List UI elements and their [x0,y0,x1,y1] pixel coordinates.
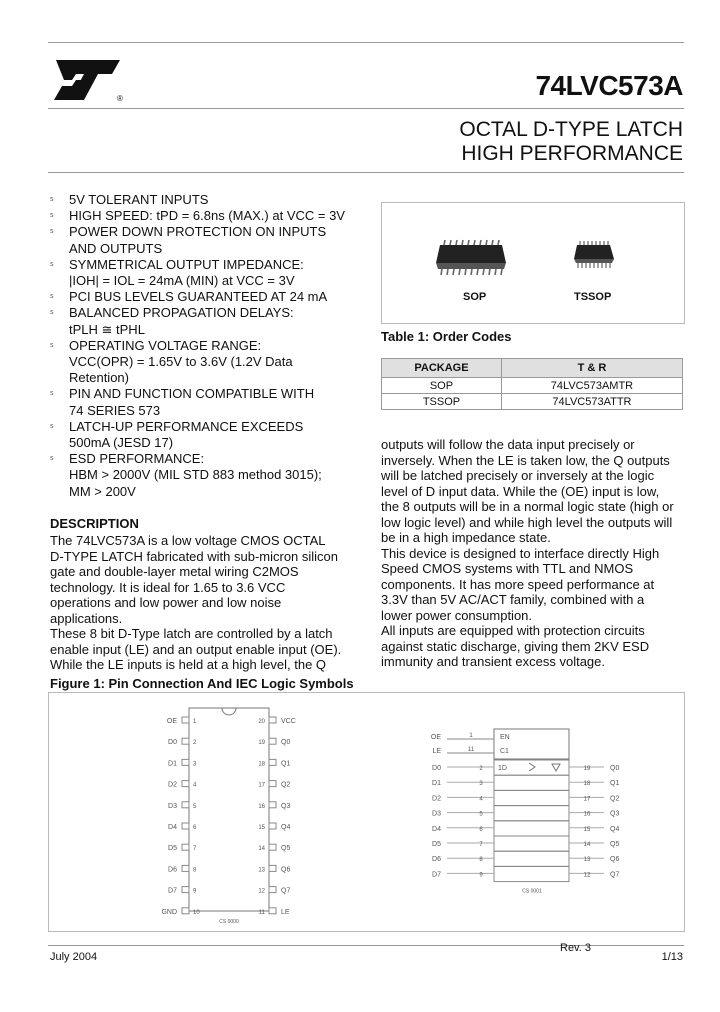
input-label: D5 [432,841,441,848]
feature-line: 5V TOLERANT INPUTS [69,192,209,207]
feature-item [50,386,370,418]
output-pin-number: 12 [583,872,591,879]
top-rule [48,42,684,43]
output-label: Q4 [610,825,620,833]
feature-line: 500mA (JESD 17) [69,435,174,451]
pin-number: 20 [258,719,265,725]
pin-number: 2 [193,740,197,747]
pin-name: D4 [168,824,177,831]
pin [269,823,276,829]
footer-page-number: 1/13 [661,951,683,963]
bullet-icon: s [50,196,54,203]
pin [182,887,189,893]
output-pin-number: 15 [583,826,591,833]
feature-line: AND OUTPUTS [69,240,163,256]
description-line: technology. It is ideal for 1.65 to 3.6 VCC [50,579,286,595]
output-label: Q3 [610,810,620,818]
pin-name: D1 [168,760,177,768]
feature-line: tPLH ≅ tPHL [69,321,145,337]
feature-line: PIN AND FUNCTION COMPATIBLE WITH [69,386,315,402]
description-line: Speed CMOS systems with TTL and NMOS [381,561,634,576]
bullet-icon: s [50,212,54,220]
description-line: All inputs are equipped with protection circuits [381,623,645,638]
pin-name: LE [281,908,290,916]
feature-line: PCI BUS LEVELS GUARANTEED AT 24 mA [69,289,328,305]
header-bottom-rule [48,172,684,173]
pin [269,781,276,787]
figure-box [48,692,685,932]
input-label: D2 [432,795,441,803]
registered-mark: ® [117,94,123,103]
iec-c1-text: C1 [500,748,509,755]
order-codes-table [381,358,683,410]
description-line: outputs will follow the data input precisely or [381,437,635,452]
iec-first-cell-text: 1D [498,765,507,772]
feature-list [50,192,370,500]
pin [269,887,276,893]
feature-item [50,289,370,305]
le-pin-number: 11 [467,747,475,753]
pin [269,717,276,723]
input-label: D1 [432,780,441,788]
pin-number: 11 [258,909,265,916]
pin [182,823,189,829]
pin-number: 3 [193,761,197,768]
feature-line: VCC(OPR) = 1.65V to 3.6V (1.2V Data [69,354,293,370]
description-line: immunity and transient excess voltage. [381,654,605,669]
pin-number: 10 [193,909,200,916]
pin [182,738,189,744]
pin-name: Q3 [281,802,291,810]
title-line-2: HIGH PERFORMANCE [461,142,683,165]
sop-label: SOP [463,291,487,303]
description-line: lower power consumption. [381,607,533,623]
input-label: D4 [432,825,441,833]
feature-line: |IOH| = IOL = 24mA (MIN) at VCC = 3V [69,273,295,289]
bullet-icon: s [50,309,54,317]
input-pin-number: 5 [479,811,483,818]
feature-line: ESD PERFORMANCE: [69,451,205,467]
footer-date: July 2004 [50,951,98,963]
feature-item [50,338,370,387]
pin-name: D7 [168,887,177,895]
input-pin-number: 3 [479,781,483,788]
page-title [459,118,683,166]
pin-name: GND [161,908,177,916]
description-line: level of D input data. While the (OE) input is low, [381,483,660,499]
pin [269,738,276,744]
bullet-icon: s [50,260,54,268]
iec-cell [494,775,569,790]
title-rule [48,108,684,109]
ic-body [189,708,269,911]
pin [182,802,189,808]
pin-number: 5 [193,803,197,810]
feature-item [50,419,370,451]
pin [182,717,189,723]
description-line: enable input (LE) and an output enable input (OE). [50,641,342,657]
pin-name: D3 [168,802,177,810]
iec-cell [494,790,569,805]
tssop-chip-icon [574,241,614,268]
pin-name: D6 [168,866,177,874]
bullet-icon: s [50,228,54,236]
pin-name: D0 [168,739,177,747]
pin [269,844,276,850]
feature-item [50,192,370,208]
description-line: applications. [50,610,123,626]
pin-number: 7 [193,846,197,853]
output-label: Q1 [610,780,620,788]
oe-pin-number: 1 [469,733,473,739]
pin-name: D5 [168,845,177,853]
description-line: operations and low power and low noise [50,595,282,610]
feature-item [50,208,370,224]
table-cell: 74LVC573ATTR [501,394,682,410]
feature-line: POWER DOWN PROTECTION ON INPUTS [69,224,327,240]
output-pin-number: 14 [583,842,591,848]
buffer-icon [529,763,535,771]
table-row [382,378,683,394]
description-line: While the LE inputs is held at a high level, the Q [50,657,327,672]
bullet-icon: s [50,341,54,349]
footer-revision: Rev. 3 [560,942,591,954]
pin-name: Q7 [281,887,291,895]
pin [182,908,189,914]
description-line: will be latched precisely or inversely at the logic [381,468,655,483]
table-cell: TSSOP [382,394,502,410]
table-cell: SOP [382,378,502,394]
iec-en-text: EN [500,734,510,741]
tssop-label: TSSOP [574,291,612,303]
description-line: the 8 outputs will be in a normal logic state (high or [381,499,674,514]
bullet-icon: s [50,455,54,463]
output-label: Q5 [610,841,620,848]
pin-number: 4 [193,782,197,789]
input-label: D7 [432,871,441,879]
feature-line: SYMMETRICAL OUTPUT IMPEDANCE: [69,256,304,272]
description-heading: DESCRIPTION [50,516,139,531]
bullet-icon: s [50,390,54,398]
feature-line: OPERATING VOLTAGE RANGE: [69,337,262,353]
output-label: Q0 [610,765,620,772]
description-line: inversely. When the LE is taken low, the Q outputs [381,452,670,468]
bullet-icon: s [50,422,54,430]
pin [269,908,276,914]
order-table-caption: Table 1: Order Codes [381,329,512,344]
pin-name: VCC [281,718,296,725]
input-pin-number: 6 [479,826,483,833]
input-label: D3 [432,810,441,818]
iec-cell [494,821,569,836]
title-line-1: OCTAL D-TYPE LATCH [459,118,683,141]
feature-line: Retention) [69,370,129,386]
pin-number: 12 [258,888,265,895]
input-pin-number: 8 [479,857,483,864]
feature-line: BALANCED PROPAGATION DELAYS: [69,305,294,321]
input-pin-number: 9 [479,872,483,879]
description-line: This device is designed to interface directly High [381,545,660,561]
pin-number: 15 [258,825,265,831]
output-pin-number: 16 [583,811,591,818]
output-label: Q6 [610,856,620,864]
input-label: D0 [432,765,441,772]
pin [182,865,189,871]
feature-line: LATCH-UP PERFORMANCE EXCEEDS [69,418,304,434]
pin [269,865,276,871]
figure-code: CS 0001 [522,888,542,895]
sop-chip-icon [436,240,506,275]
description-line: components. It has more speed performance at [381,576,655,592]
oe-label: OE [430,734,441,741]
description-right-column [381,437,683,670]
input-pin-number: 2 [479,766,483,772]
figure-code: CS 0000 [219,919,239,925]
part-number: 74LVC573A [535,70,683,101]
pin-name: Q4 [281,824,291,831]
pin-name: Q1 [281,760,291,768]
input-pin-number: 4 [479,796,483,803]
feature-line: MM > 200V [69,483,136,499]
pin-name: Q0 [281,739,291,747]
pin-number: 8 [193,867,197,874]
input-label: D6 [432,856,441,864]
table-cell: 74LVC573AMTR [501,378,682,394]
feature-item [50,257,370,289]
ic-notch [222,708,236,715]
figure-caption: Figure 1: Pin Connection And IEC Logic Symbols [50,676,354,691]
pin-number: 17 [258,782,265,789]
output-label: Q7 [610,871,620,879]
feature-line: 74 SERIES 573 [69,402,161,418]
iec-cell [494,836,569,851]
table-row [382,394,683,410]
input-pin-number: 7 [479,842,483,848]
pin-number: 13 [258,867,265,874]
pin-connection-diagram [49,693,684,931]
package-image-box [381,202,685,324]
pin-number: 19 [258,740,265,747]
pin-name: D2 [168,781,177,789]
bullet-icon: s [50,293,54,301]
le-label: LE [432,748,441,755]
order-table-header: PACKAGE [382,359,502,378]
feature-item [50,224,370,256]
iec-cell [494,851,569,866]
feature-item [50,305,370,337]
iec-cell [494,806,569,821]
description-left-column [50,533,352,673]
feature-line: HIGH SPEED: tPD = 6.8ns (MAX.) at VCC = 3V [69,208,345,224]
pin-number: 6 [193,825,197,831]
pin [269,759,276,765]
pin-number: 9 [193,888,197,895]
pin [182,759,189,765]
description-line: be in a high impedance state. [381,530,551,545]
st-logo [50,52,126,104]
output-pin-number: 13 [583,857,591,864]
description-line: These 8 bit D-Type latch are controlled by a latch [50,626,333,641]
feature-line: HBM > 2000V (MIL STD 883 method 3015); [69,467,322,483]
description-line: gate and double-layer metal wiring C2MOS [50,564,299,579]
pin [182,781,189,787]
pin-name: Q5 [281,845,291,853]
output-label: Q2 [610,795,620,803]
description-line: D-TYPE LATCH fabricated with sub-micron silicon [50,548,339,564]
description-line: 3.3V than 5V AC/ACT family, combined with a [381,592,645,607]
description-line: against static discharge, giving them 2KV ESD [381,638,650,654]
pin-number: 16 [258,803,265,810]
output-pin-number: 19 [583,766,591,772]
pin-number: 1 [193,719,197,725]
package-illustration [382,203,684,323]
pin-number: 14 [258,846,265,853]
feature-item [50,451,370,500]
pin-name: OE [166,718,177,725]
description-line: low logic level) and while high level the outputs will [381,514,673,530]
description-line: The 74LVC573A is a low voltage CMOS OCTAL [50,533,326,548]
pin-name: Q6 [281,866,291,874]
iec-cell [494,866,569,881]
pin [269,802,276,808]
order-table-header: T & R [501,359,682,378]
pin-name: Q2 [281,781,291,789]
output-pin-number: 18 [583,781,591,788]
tristate-icon [552,764,560,771]
pin [182,844,189,850]
pin-number: 18 [258,761,265,768]
output-pin-number: 17 [583,796,591,803]
